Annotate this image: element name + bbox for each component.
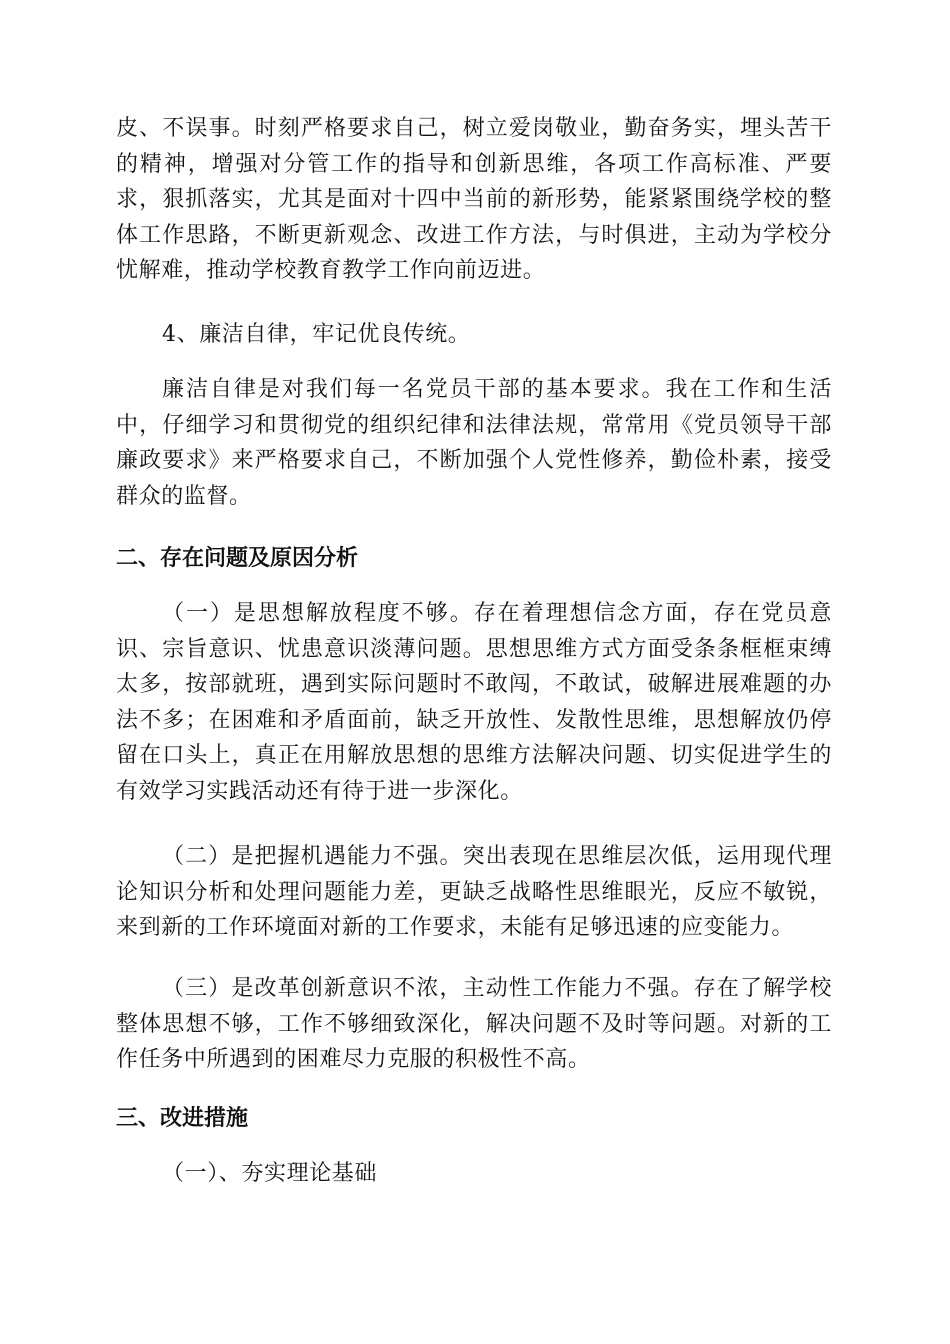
problem-2-paragraph: （二）是把握机遇能力不强。突出表现在思维层次低，运用现代理论知识分析和处理问题能力差，更缺乏战略性思维眼光，反应不敏锐，来到新的工作环境面对新的工作要求，未能有足够迅速的应变能力。 bbox=[116, 844, 832, 940]
paragraph-integrity: 廉洁自律是对我们每一名党员干部的基本要求。我在工作和生活中，仔细学习和贯彻党的组织纪律和法律法规，常常用《党员领导干部廉政要求》来严格要求自己，不断加强个人党性修养，勤俭朴素，接受群众的监督。 bbox=[116, 377, 832, 509]
problem-3-paragraph: （三）是改革创新意识不浓，主动性工作能力不强。存在了解学校整体思想不够，工作不够细致深化，解决问题不及时等问题。对新的工作任务中所遇到的困难尽力克服的积极性不高。 bbox=[116, 976, 832, 1072]
item-4-integrity: 4、廉洁自律，牢记优良传统。 bbox=[162, 322, 471, 347]
section-2-heading: 二、存在问题及原因分析 bbox=[116, 546, 359, 571]
paragraph-work-attitude: 皮、不误事。时刻严格要求自己，树立爱岗敬业，勤奋务实，埋头苦干的精神，增强对分管工作的指导和创新思维，各项工作高标准、严要求，狠抓落实，尤其是面对十四中当前的新形势，能紧紧围绕学校的整体工作思路，不断更新观念、改进工作方法，与时俱进，主动为学校分忧解难，推动学校教育教学工作向前迈进。 bbox=[116, 116, 832, 283]
problem-1-paragraph: （一）是思想解放程度不够。存在着理想信念方面，存在党员意识、宗旨意识、忧患意识淡薄问题。思想思维方式方面受条条框框束缚太多，按部就班，遇到实际问题时不敢闯，不敢试，破解进展难题的办法不多；在困难和矛盾面前，缺乏开放性、发散性思维，思想解放仍停留在口头上，真正在用解放思想的思维方法解决问题、切实促进学生的有效学习实践活动还有待于进一步深化。 bbox=[116, 601, 832, 804]
measure-1-heading: （一）、夯实理论基础 bbox=[162, 1161, 378, 1186]
section-3-heading: 三、改进措施 bbox=[116, 1106, 249, 1131]
